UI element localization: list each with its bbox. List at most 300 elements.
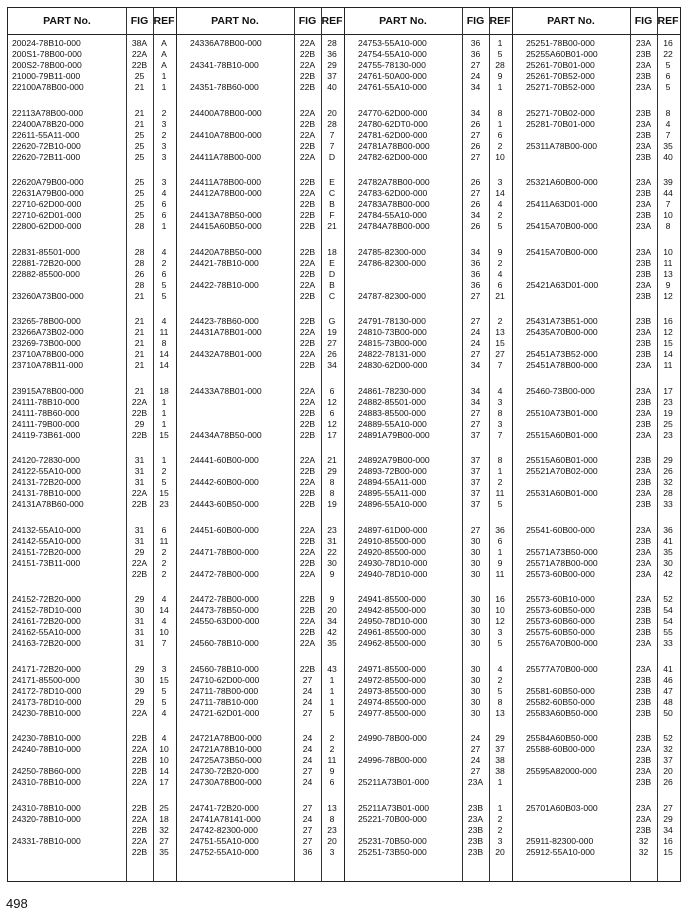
fig-value: 22B	[299, 140, 316, 151]
ref-value: 1	[497, 802, 503, 813]
fig-value: 22A	[299, 638, 316, 648]
table-row	[344, 536, 512, 547]
part-number: 200S2-78B00-000	[12, 60, 82, 70]
table-row	[176, 477, 344, 488]
fig-value: 23B	[635, 535, 652, 546]
fig-value: 21	[134, 107, 145, 118]
table-row	[344, 664, 512, 675]
fig-value: 22A	[299, 188, 316, 198]
table-row	[176, 386, 344, 397]
ref-value: 15	[663, 338, 673, 348]
part-number: 23269-73B00-000	[12, 338, 81, 348]
ref-value: 19	[327, 327, 337, 337]
table-row	[176, 525, 344, 536]
fig-value: 22A	[131, 744, 148, 754]
ref-value: 2	[161, 466, 167, 476]
table-row	[344, 108, 512, 119]
part-number: 24889-55A10-000	[358, 418, 427, 429]
fig-value: 22A	[299, 455, 316, 465]
fig-value: 23B	[635, 129, 652, 140]
part-number: 24721-62D01-000	[190, 707, 260, 718]
ref-value: 4	[161, 188, 167, 198]
fig-value: 23B	[635, 777, 652, 787]
table-row	[512, 338, 680, 349]
table-row	[176, 766, 344, 777]
table-row	[8, 71, 176, 82]
table-row	[512, 675, 680, 686]
part-number: 25221-70B00-000	[358, 813, 427, 824]
ref-value: 11	[159, 327, 169, 337]
ref-value: 18	[159, 385, 169, 396]
fig-value: 21	[134, 118, 145, 129]
table-row	[344, 408, 512, 419]
part-number: 24472-78B00-000	[190, 568, 259, 579]
fig-value: 22A	[131, 49, 148, 59]
fig-value: 23B	[635, 396, 652, 407]
fig-value: 23B	[635, 455, 652, 465]
ref-value: 3	[161, 118, 167, 129]
table-row	[176, 638, 344, 649]
fig-value: 24	[302, 755, 313, 765]
fig-value: 31	[134, 466, 145, 476]
ref-value: 35	[327, 638, 337, 648]
ref-value: 47	[663, 685, 673, 696]
ref-value: 5	[161, 477, 167, 487]
ref-value: 13	[327, 802, 337, 813]
table-row	[176, 258, 344, 269]
fig-value: 23B	[635, 499, 652, 509]
part-number: 200S1-78B00-000	[12, 49, 82, 59]
table-row	[344, 803, 512, 814]
fig-value: 29	[134, 418, 145, 429]
fig-value: 22B	[131, 766, 148, 776]
fig-value: 22B	[131, 802, 148, 813]
ref-value: 30	[327, 557, 337, 568]
fig-value: 23A	[635, 766, 652, 776]
fig-value: 37	[470, 455, 481, 465]
table-row	[512, 697, 680, 708]
ref-value: 9	[497, 557, 503, 568]
part-number: 24151-73B11-000	[12, 557, 81, 568]
ref-value: 1	[161, 407, 167, 418]
part-number: 24950-78D10-000	[358, 616, 428, 626]
table-row	[344, 430, 512, 441]
table-row	[512, 664, 680, 675]
fig-value: 24	[470, 327, 481, 337]
ref-value: 7	[329, 129, 335, 140]
table-column-3	[344, 8, 512, 881]
table-row	[512, 569, 680, 580]
table-row	[512, 477, 680, 488]
ref-value: E	[329, 177, 335, 187]
part-number: 24441-60B00-000	[190, 455, 259, 465]
header-part-no: PART No.	[547, 15, 595, 27]
ref-value: E	[329, 257, 335, 268]
fig-value: 34	[470, 82, 481, 92]
table-row	[8, 258, 176, 269]
fig-value: 21	[134, 327, 145, 337]
ref-value: 41	[663, 663, 673, 674]
part-number: 24891A79B00-000	[358, 429, 430, 440]
table-row	[8, 360, 176, 371]
fig-value: 24	[470, 71, 481, 81]
ref-value: 38	[495, 755, 505, 765]
ref-value: 2	[329, 733, 335, 743]
table-row	[176, 38, 344, 49]
ref-value: 27	[159, 835, 169, 846]
table-row	[8, 766, 176, 777]
table-row	[8, 594, 176, 605]
fig-value: 22B	[299, 488, 316, 498]
part-number: 24240-78B10-000	[12, 744, 81, 754]
part-number: 22113A78B00-000	[12, 107, 84, 118]
part-number: 24897-61D00-000	[358, 524, 428, 535]
ref-value: 1	[497, 466, 503, 476]
ref-value: 14	[495, 188, 505, 198]
ref-value: 35	[159, 846, 169, 857]
ref-value: 11	[495, 488, 505, 498]
table-row	[344, 397, 512, 408]
fig-value: 22B	[131, 429, 148, 440]
part-number: 24977-85500-000	[358, 707, 426, 718]
fig-value: 23B	[635, 290, 652, 301]
ref-value: 11	[663, 360, 673, 370]
ref-value: B	[329, 199, 335, 209]
part-number: 24752-55A10-000	[190, 846, 259, 857]
ref-value: 54	[663, 616, 673, 626]
ref-value: 3	[329, 846, 335, 857]
fig-value: 23B	[635, 210, 652, 220]
part-number: 25582-60B50-000	[526, 696, 595, 707]
header-part-no: PART No.	[43, 15, 91, 27]
fig-value: 29	[134, 696, 145, 707]
part-number: 24471-78B00-000	[190, 546, 259, 557]
fig-value: 27	[470, 349, 481, 359]
ref-value: 1	[329, 685, 335, 696]
ref-value: 15	[159, 429, 169, 440]
ref-value: 20	[663, 766, 673, 776]
fig-value: 27	[302, 766, 313, 776]
part-number: 24120-72830-000	[12, 455, 80, 465]
fig-value: 23B	[635, 755, 652, 765]
part-number: 25435A70B00-000	[526, 327, 598, 337]
part-number: 25575-60B50-000	[526, 627, 595, 637]
fig-value: 23B	[467, 802, 484, 813]
ref-value: 42	[327, 627, 337, 637]
part-number: 24230-78B10-000	[12, 707, 81, 718]
part-number: 25515A60B01-000	[526, 429, 598, 440]
ref-value: 9	[329, 568, 335, 579]
ref-value: 6	[329, 407, 335, 418]
fig-value: 23B	[635, 605, 652, 615]
table-row	[8, 499, 176, 510]
table-row	[512, 360, 680, 371]
part-number: 24972-85500-000	[358, 674, 426, 685]
ref-value: 37	[495, 744, 505, 754]
table-row	[176, 755, 344, 766]
table-row	[512, 755, 680, 766]
ref-value: 12	[663, 327, 673, 337]
part-number: 22620-72B10-000	[12, 140, 81, 151]
ref-value: 3	[161, 177, 167, 187]
part-number: 24415A60B50-000	[190, 221, 262, 231]
part-number: 24411A78B00-000	[190, 151, 262, 162]
fig-value: 36	[470, 279, 481, 290]
part-number: 22620A79B00-000	[12, 177, 84, 187]
fig-value: 23A	[635, 813, 652, 824]
table-row	[512, 825, 680, 836]
ref-value: 10	[159, 744, 169, 754]
table-row	[512, 430, 680, 441]
fig-value: 22B	[299, 407, 316, 418]
fig-value: 23A	[635, 82, 652, 92]
ref-value: 5	[497, 499, 503, 509]
table-row	[344, 627, 512, 638]
table-row	[176, 152, 344, 163]
fig-value: 22B	[131, 755, 148, 765]
fig-value: 23B	[635, 477, 652, 487]
part-number: 24783A78B00-000	[358, 199, 430, 209]
ref-value: 55	[663, 627, 673, 637]
ref-value: 9	[665, 279, 671, 290]
fig-value: 36	[470, 257, 481, 268]
table-row	[176, 803, 344, 814]
part-number: 24782A78B00-000	[358, 177, 430, 187]
part-number: 25211A73B01-000	[358, 802, 430, 813]
fig-value: 22B	[299, 49, 316, 59]
ref-value: 34	[327, 360, 337, 370]
part-number: 20024-78B10-000	[12, 38, 81, 48]
part-number: 22620-72B11-000	[12, 151, 81, 162]
ref-value: 32	[159, 824, 169, 835]
ref-value: 29	[495, 733, 505, 743]
ref-value: 3	[161, 140, 167, 151]
ref-value: 3	[497, 396, 503, 407]
fig-value: 27	[470, 744, 481, 754]
ref-value: 1	[497, 118, 503, 129]
fig-value: 22B	[131, 499, 148, 509]
fig-value: 22B	[299, 499, 316, 509]
ref-value: 4	[497, 199, 503, 209]
fig-value: 32	[638, 835, 649, 846]
ref-value: 4	[161, 616, 167, 626]
part-number: 24473-78B50-000	[190, 605, 259, 615]
table-row	[512, 547, 680, 558]
table-row	[344, 525, 512, 536]
fig-value: 31	[134, 627, 145, 637]
table-row	[512, 221, 680, 232]
part-number: 24341-78B10-000	[190, 60, 259, 70]
part-number: 24781-62D00-000	[358, 129, 428, 140]
table-row	[176, 49, 344, 60]
table-row	[176, 744, 344, 755]
table-row	[8, 60, 176, 71]
table-row	[8, 825, 176, 836]
fig-value: 23B	[635, 627, 652, 637]
ref-value: 7	[329, 140, 335, 151]
ref-value: 2	[497, 674, 503, 685]
table-row	[344, 488, 512, 499]
ref-value: 1	[161, 71, 167, 81]
fig-value: 30	[470, 627, 481, 637]
part-number: 24431A78B01-000	[190, 327, 262, 337]
part-number: 24940-78D10-000	[358, 568, 428, 579]
fig-value: 23B	[467, 824, 484, 835]
table-row	[344, 247, 512, 258]
ref-value: 33	[663, 499, 673, 509]
ref-value: 6	[329, 385, 335, 396]
table-row	[176, 664, 344, 675]
table-row	[8, 141, 176, 152]
part-number: 24741A78141-000	[190, 813, 261, 824]
ref-value: 41	[663, 535, 673, 546]
fig-value: 31	[134, 616, 145, 626]
fig-value: 22B	[299, 221, 316, 231]
part-number: 21000-79B11-000	[12, 71, 81, 81]
part-number: 24990-78B00-000	[358, 733, 427, 743]
table-row	[176, 280, 344, 291]
fig-value: 21	[134, 349, 145, 359]
table-row	[512, 199, 680, 210]
part-number: 24961-85500-000	[358, 627, 426, 637]
table-row	[8, 525, 176, 536]
part-number: 24711-78B10-000	[190, 696, 259, 707]
part-number: 24550-63D00-000	[190, 616, 260, 626]
table-row	[512, 466, 680, 477]
table-row	[176, 316, 344, 327]
table-row	[8, 627, 176, 638]
fig-value: 22B	[299, 338, 316, 348]
fig-value: 24	[470, 733, 481, 743]
table-row	[8, 777, 176, 788]
fig-value: 34	[470, 107, 481, 118]
ref-value: 14	[159, 360, 169, 370]
part-number: 22800-62D00-000	[12, 221, 82, 231]
table-row	[344, 836, 512, 847]
fig-value: 23B	[635, 268, 652, 279]
ref-value: 7	[497, 360, 503, 370]
fig-value: 25	[134, 210, 145, 220]
fig-value: 22A	[299, 279, 316, 290]
ref-value: 34	[327, 616, 337, 626]
fig-value: 22A	[131, 488, 148, 498]
part-number: 24761-50A00-000	[358, 71, 427, 81]
fig-value: 30	[470, 685, 481, 696]
fig-value: 23A	[635, 663, 652, 674]
table-row	[344, 558, 512, 569]
fig-value: 26	[134, 268, 145, 279]
part-number: 24472-78B00-000	[190, 594, 259, 604]
part-number: 24560-78B10-000	[190, 663, 259, 674]
ref-value: 2	[161, 568, 167, 579]
part-number: 24784-55A10-000	[358, 210, 427, 220]
table-row	[512, 814, 680, 825]
fig-value: 21	[134, 82, 145, 92]
fig-value: 21	[134, 338, 145, 348]
ref-value: 11	[663, 257, 673, 268]
fig-value: 36	[302, 846, 313, 857]
table-row	[8, 733, 176, 744]
ref-value: 28	[495, 60, 505, 70]
fig-value: 27	[470, 418, 481, 429]
fig-value: 22A	[131, 707, 148, 718]
table-row	[8, 291, 176, 302]
part-number: 24119-73B61-000	[12, 429, 81, 440]
fig-value: 22A	[131, 835, 148, 846]
header-part-no: PART No.	[211, 15, 259, 27]
table-row	[8, 280, 176, 291]
ref-value: 15	[159, 674, 169, 685]
ref-value: 7	[665, 129, 671, 140]
ref-value: 3	[161, 663, 167, 674]
fig-value: 22B	[299, 290, 316, 301]
ref-value: 26	[327, 349, 337, 359]
ref-value: 13	[495, 327, 505, 337]
part-number: 24163-72B20-000	[12, 638, 81, 648]
table-row	[176, 536, 344, 547]
ref-value: 35	[663, 546, 673, 557]
part-number: 25255A60B01-000	[526, 49, 598, 59]
table-row	[512, 210, 680, 221]
ref-value: 10	[159, 627, 169, 637]
part-number: 24742-82300-000	[190, 824, 258, 835]
ref-value: 14	[159, 605, 169, 615]
ref-value: 6	[161, 524, 167, 535]
fig-value: 22B	[299, 246, 316, 257]
ref-value: 36	[495, 524, 505, 535]
ref-value: 8	[497, 455, 503, 465]
table-row	[176, 605, 344, 616]
fig-value: 23A	[635, 199, 652, 209]
table-row	[8, 697, 176, 708]
part-number: 24721A78B10-000	[190, 744, 262, 754]
table-row	[512, 525, 680, 536]
table-row	[512, 177, 680, 188]
ref-value: 37	[327, 71, 337, 81]
ref-value: 9	[329, 766, 335, 776]
part-number: 25281-70B01-000	[526, 118, 595, 129]
ref-value: 2	[497, 316, 503, 326]
part-number: 24230-78B10-000	[12, 733, 81, 743]
fig-value: 30	[134, 605, 145, 615]
table-row	[176, 547, 344, 558]
fig-value: 23B	[635, 49, 652, 59]
ref-value: 11	[495, 568, 505, 579]
ref-value: 2	[497, 210, 503, 220]
ref-value: 28	[663, 488, 673, 498]
table-row	[176, 291, 344, 302]
ref-value: 3	[161, 151, 167, 162]
part-number: 24753-55A10-000	[358, 38, 427, 48]
part-number: 24111-79B00-000	[12, 418, 80, 429]
fig-value: 23A	[635, 60, 652, 70]
table-row	[8, 188, 176, 199]
ref-value: 4	[497, 385, 503, 396]
fig-value: 22A	[299, 477, 316, 487]
table-row	[8, 547, 176, 558]
ref-value: 5	[665, 82, 671, 92]
part-number: 24782-62D00-000	[358, 151, 428, 162]
fig-value: 22A	[299, 396, 316, 407]
part-number: 24815-73B00-000	[358, 338, 427, 348]
table-row	[344, 697, 512, 708]
ref-value: 5	[497, 685, 503, 696]
table-row	[176, 675, 344, 686]
part-number: 24331-78B10-000	[12, 835, 81, 846]
fig-value: 22A	[299, 60, 316, 70]
fig-value: 37	[470, 466, 481, 476]
fig-value: 22B	[299, 594, 316, 604]
